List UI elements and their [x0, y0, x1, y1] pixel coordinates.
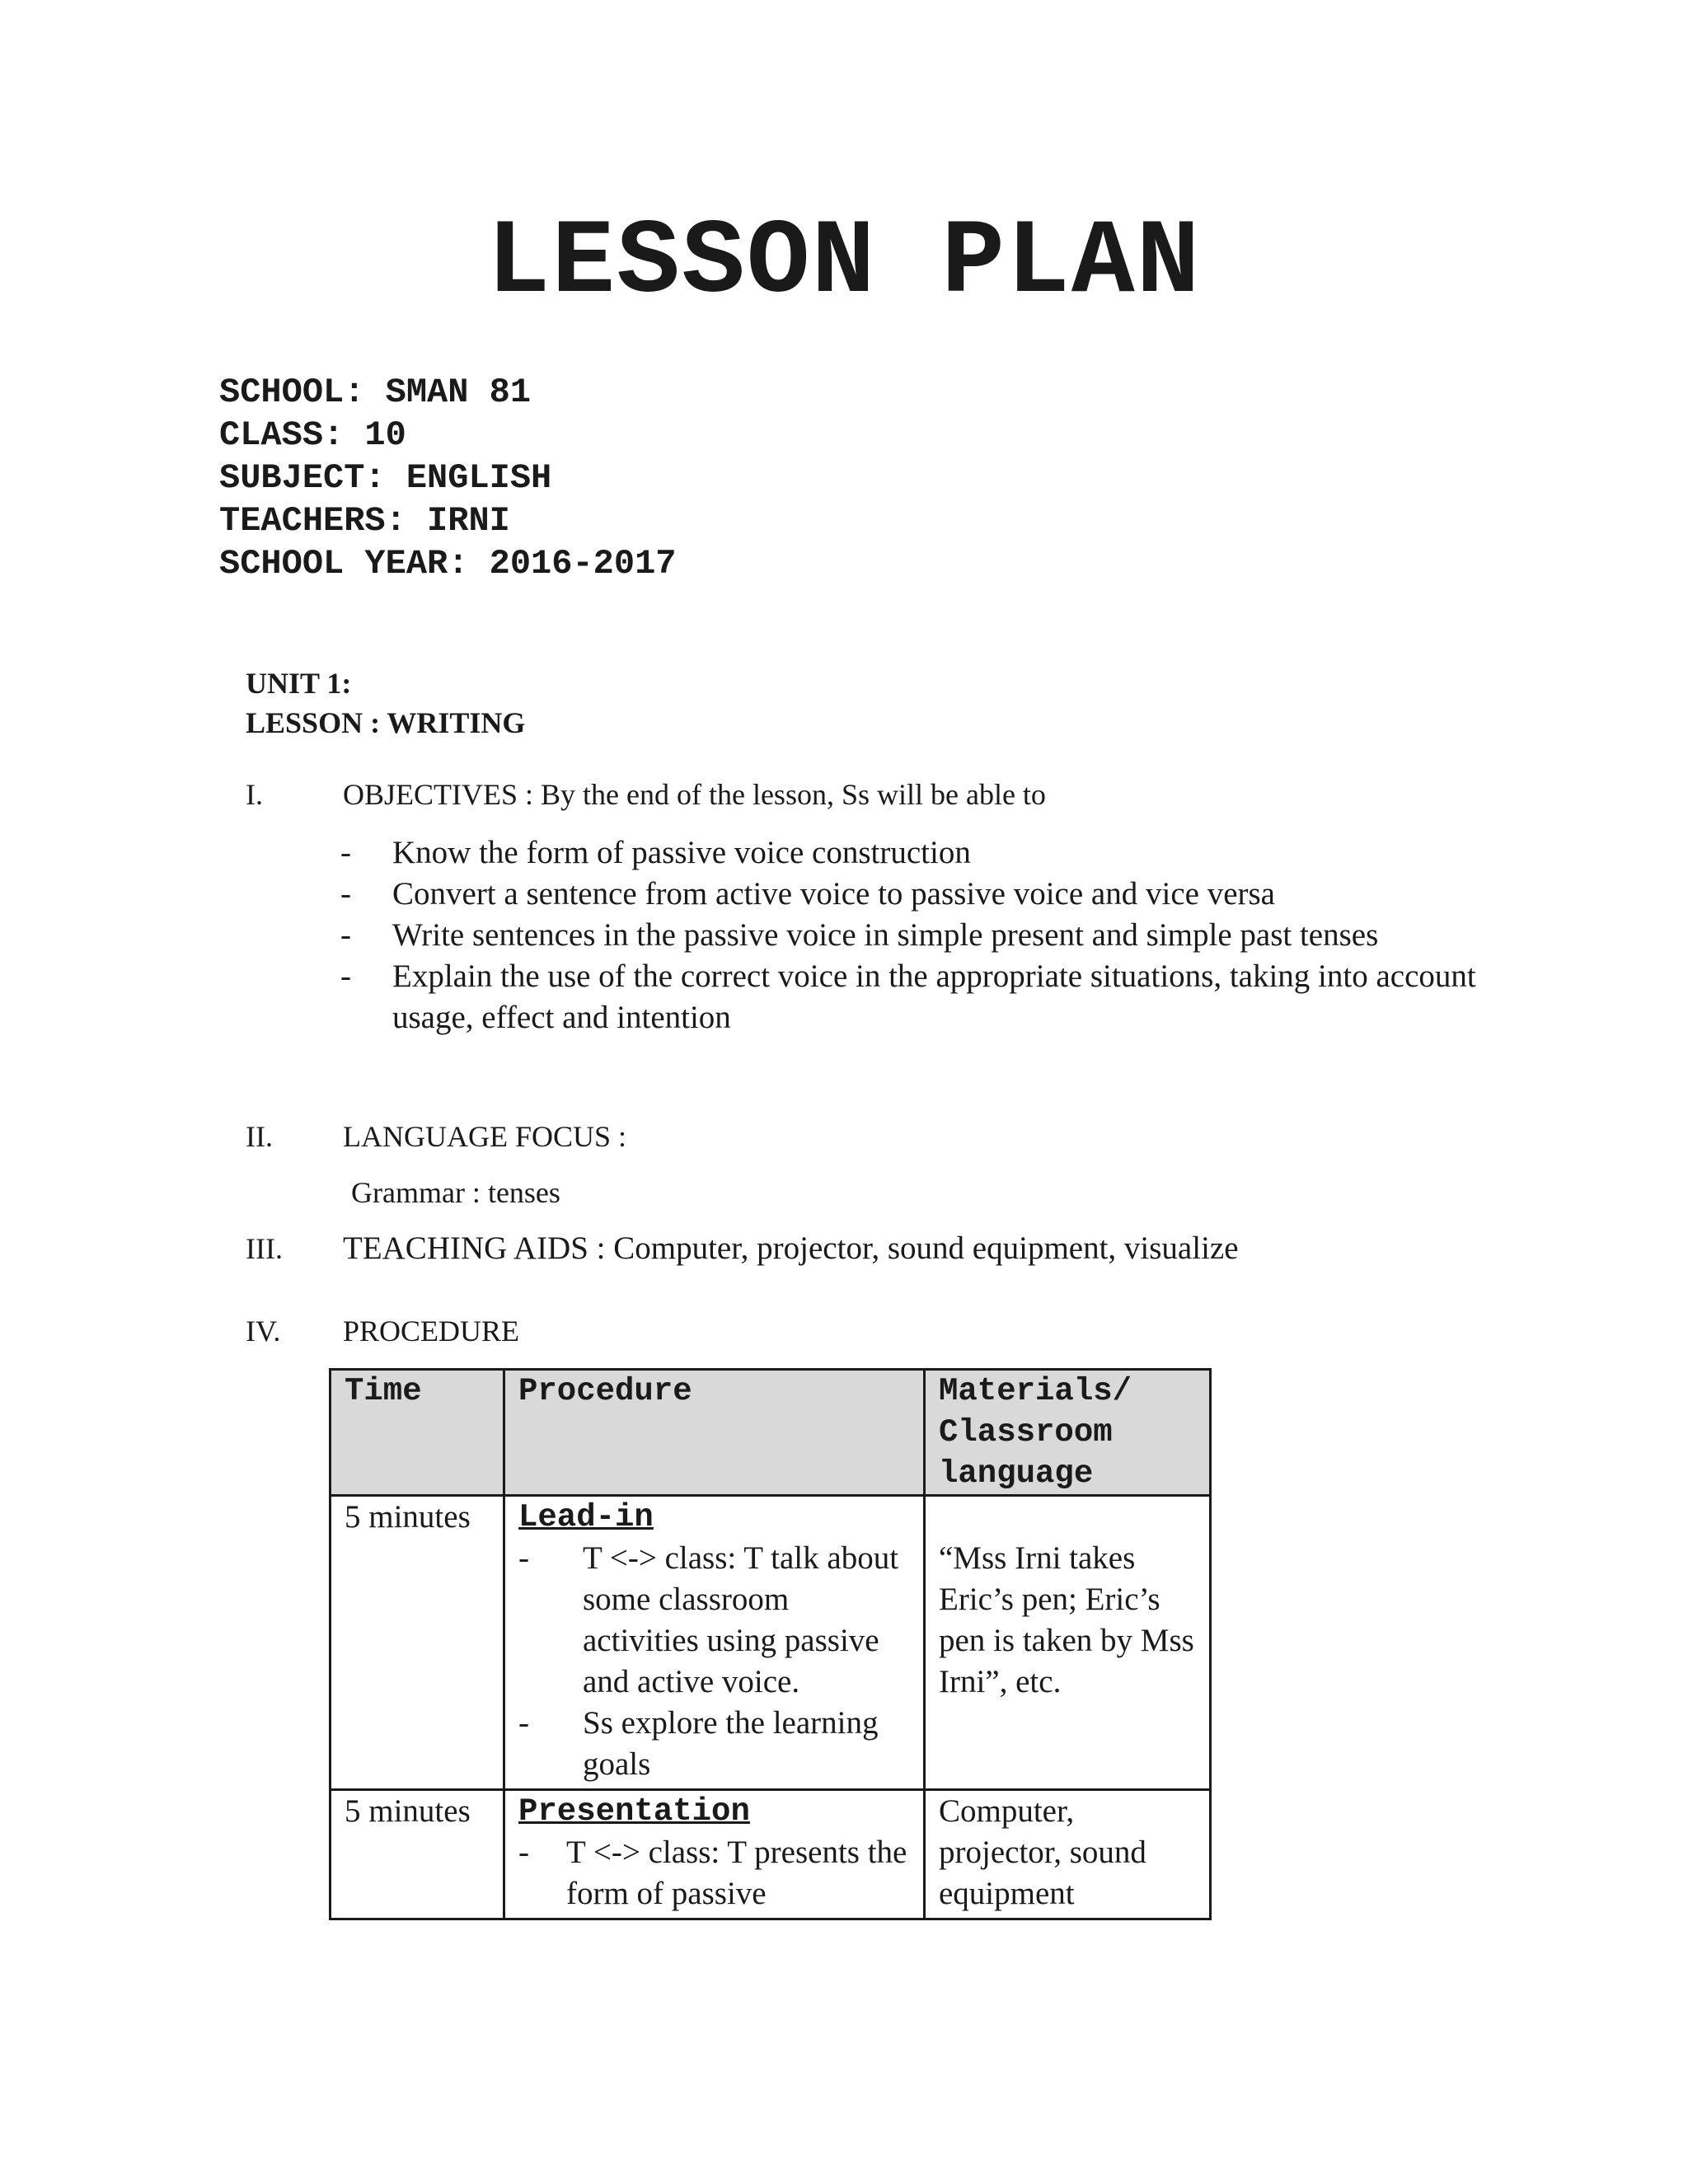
objectives-heading: OBJECTIVES : By the end of the lesson, Ss will be able to — [343, 778, 1046, 811]
grammar-line: Grammar : tenses — [351, 1176, 560, 1209]
objectives-list — [340, 832, 1494, 1038]
list-item — [340, 915, 1439, 956]
procedure-numeral: IV. — [246, 1315, 281, 1347]
school-line: SCHOOL: SMAN 81 — [219, 373, 532, 412]
document-title: LESSON PLAN — [486, 204, 1202, 323]
table-row — [331, 1790, 1211, 1919]
procedure-table — [329, 1368, 1212, 1920]
school-year-line: SCHOOL YEAR: 2016-2017 — [219, 544, 677, 583]
teaching-aids-numeral: III. — [246, 1232, 283, 1265]
materials-text: “Mss Irni takes Eric’s pen; Eric’s pen is taken by Mss Irni”, etc. — [939, 1540, 1194, 1699]
procedure-heading: PROCEDURE — [343, 1315, 520, 1347]
dash-marker: - — [518, 1835, 529, 1870]
objective-text: Convert a sentence from active voice to passive voice and vice versa — [392, 876, 1275, 912]
list-item — [340, 956, 1530, 1038]
unit-label: UNIT 1: — [246, 667, 352, 700]
objective-text: Know the form of passive voice construction — [392, 835, 971, 870]
unit-block — [246, 663, 525, 743]
dash-marker: - — [340, 917, 351, 953]
dash-marker: - — [340, 835, 351, 870]
materials-text: Computer, projector, sound equipment — [939, 1793, 1146, 1911]
step-text: T <-> class: T presents the form of passive — [566, 1835, 907, 1911]
lesson-label: LESSON : WRITING — [246, 706, 526, 739]
dash-marker: - — [518, 1705, 529, 1741]
language-focus-heading: LANGUAGE FOCUS : — [343, 1120, 627, 1153]
objective-text: Write sentences in the passive voice in simple present and simple past tenses — [392, 917, 1379, 953]
table-row — [331, 1496, 1211, 1790]
header-info — [219, 371, 677, 585]
list-item — [340, 874, 1494, 915]
dash-marker: - — [340, 876, 351, 912]
procedure-step — [518, 1703, 910, 1785]
column-header-time: Time — [331, 1370, 504, 1496]
step-text: Ss explore the learning goals — [583, 1705, 879, 1782]
procedure-cell — [504, 1790, 925, 1919]
materials-cell — [925, 1496, 1211, 1790]
procedure-cell — [504, 1496, 925, 1790]
table-header-row — [331, 1370, 1211, 1496]
step-text: T <-> class: T talk about some classroom activities using passive and active voice. — [583, 1540, 899, 1699]
subject-line: SUBJECT: ENGLISH — [219, 458, 552, 498]
teachers-line: TEACHERS: IRNI — [219, 501, 510, 541]
objective-text: Explain the use of the correct voice in the appropriate situations, taking into account usage, effect and intention — [392, 958, 1476, 1035]
dash-marker: - — [340, 958, 351, 994]
column-header-materials: Materials/ Classroom language — [925, 1370, 1211, 1496]
list-item — [340, 832, 1494, 874]
time-cell: 5 minutes — [331, 1496, 504, 1790]
procedure-step — [518, 1538, 910, 1703]
dash-marker: - — [518, 1540, 529, 1576]
time-cell: 5 minutes — [331, 1790, 504, 1919]
procedure-step — [518, 1832, 910, 1915]
language-focus-numeral: II. — [246, 1120, 273, 1153]
stage-title: Lead-in — [518, 1499, 654, 1535]
teaching-aids-heading: TEACHING AIDS : Computer, projector, sound equipment, visualize — [343, 1230, 1239, 1266]
class-line: CLASS: 10 — [219, 415, 406, 455]
materials-cell — [925, 1790, 1211, 1919]
stage-title: Presentation — [518, 1793, 750, 1830]
objectives-numeral: I. — [246, 778, 263, 811]
column-header-procedure: Procedure — [504, 1370, 925, 1496]
